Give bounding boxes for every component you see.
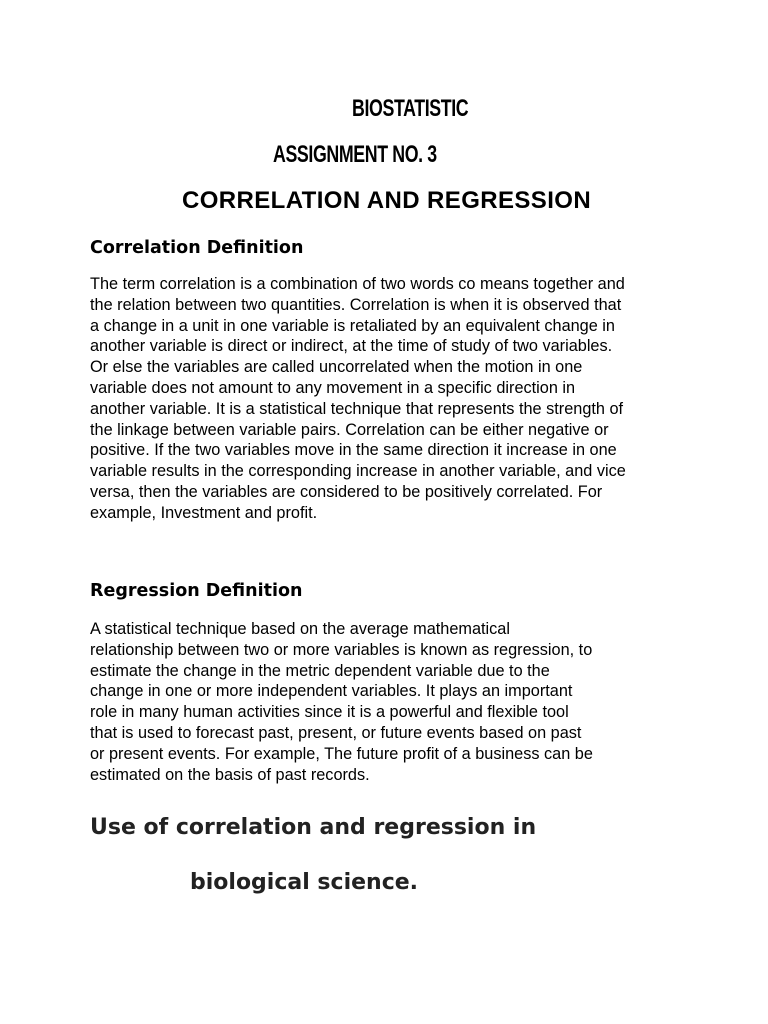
paragraph-line: another variable. It is a statistical technique that represents the strength of xyxy=(90,399,624,418)
paragraph-line: The term correlation is a combination of two words co means together and xyxy=(90,275,625,293)
assignment-title: ASSIGNMENT NO. 3 xyxy=(273,141,437,168)
paragraph-line: A statistical technique based on the average mathematical xyxy=(90,620,510,638)
paragraph-line: another variable is direct or indirect, at the time of study of two variables. xyxy=(90,337,613,356)
use-heading-line-2: biological science. xyxy=(190,870,419,895)
paragraph-line: change in one or more independent variables. It plays an important xyxy=(90,682,573,701)
paragraph-line: example, Investment and profit. xyxy=(90,503,318,522)
use-heading-line-1: Use of correlation and regression in xyxy=(90,815,537,840)
paragraph-line: estimated on the basis of past records. xyxy=(90,765,370,784)
paragraph-line: estimate the change in the metric dependent variable due to the xyxy=(90,661,550,680)
paragraph-line: positive. If the two variables move in the same direction it increase in one xyxy=(90,441,617,460)
subject-title: BIOSTATISTIC xyxy=(352,95,469,122)
paragraph-line: a change in a unit in one variable is retaliated by an equivalent change in xyxy=(90,316,615,335)
paragraph-line: that is used to forecast past, present, or future events based on past xyxy=(90,723,582,742)
paragraph-line: variable does not amount to any movement in a specific direction in xyxy=(90,378,576,397)
regression-paragraph xyxy=(90,619,690,785)
paragraph-line: versa, then the variables are considered to be positively correlated. For xyxy=(90,482,603,501)
paragraph-line: variable results in the corresponding increase in another variable, and vice xyxy=(90,462,626,481)
paragraph-line: the relation between two quantities. Correlation is when it is observed that xyxy=(90,295,622,314)
correlation-paragraph xyxy=(90,274,690,524)
paragraph-line: Or else the variables are called uncorrelated when the motion in one xyxy=(90,358,583,377)
correlation-heading: Correlation Definition xyxy=(90,238,304,258)
topic-title: CORRELATION AND REGRESSION xyxy=(182,187,592,214)
paragraph-line: relationship between two or more variables is known as regression, to xyxy=(90,640,593,659)
paragraph-line: role in many human activities since it is a powerful and flexible tool xyxy=(90,703,569,722)
paragraph-line: or present events. For example, The future profit of a business can be xyxy=(90,744,593,763)
paragraph-line: the linkage between variable pairs. Correlation can be either negative or xyxy=(90,420,609,439)
regression-heading: Regression Definition xyxy=(90,581,303,601)
